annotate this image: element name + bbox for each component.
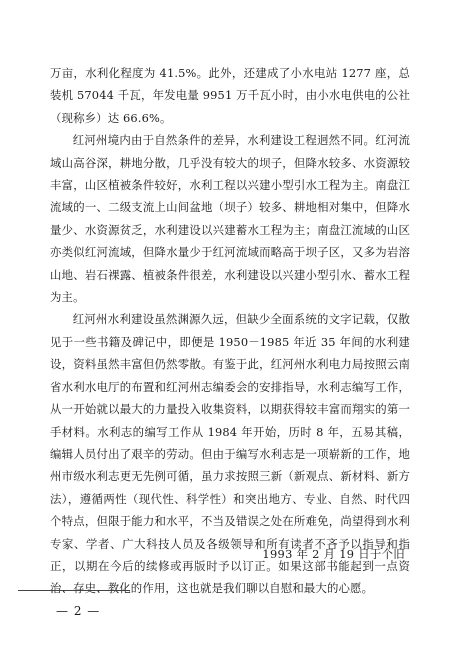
date-signature: 1993 年 2 月 19 日于个旧 — [262, 547, 405, 561]
paragraph-history: 红河州水利建设虽然渊源久远，但缺少全面系统的文字记载，仅散见于一些书籍及碑记中，即便是 1950－1985 年近 35 年间的水利建设，资料虽然丰富但仍然零散。有鉴于此，红河州水利电力局按照云南省水利水电厅的布置和红河州志编委会的安排指导，水利志编写工作，从一开始就以最大的力量投入收集资料，以期获得较丰富而翔实的第一手材料。水利志的编写工作从 1984 年开始，历时 8 年，五易其稿，编辑人员付出了艰辛的劳动。但由于编写水利志是一项崭新的工作，地州市级水利志更无先例可循，虽力求按照三新（新观点、新材料、新方法），遵循两性（现代性、科学性）和突出地方、专业、自然、时代四个特点，但限于能力和水平，不当及错误之处在所难免，尚望得到水利专家、学者、广大科技人员及各级领导和所有读者不吝予以指导和指正，以期在今后的续修或再版时予以订正。如果这部书能起到一点资治、存史、教化的作用，这也就是我们聊以自慰和最大的心愿。 — [50, 312, 410, 596]
paragraph-continuation: 万亩，水利化程度为 41.5%。此外，还建成了小水电站 1277 座，总装机 57044 千瓦，年发电量 9951 万千瓦小时，由小水电供电的公社（现称乡）达 66.6%。 — [50, 66, 410, 125]
paragraph-terrain: 红河州境内由于自然条件的差异，水利建设工程迥然不同。红河流域山高谷深，耕地分散，几乎没有较大的坝子，但降水较多、水资源较丰富，山区植被条件较好，水利工程以兴建小型引水工程为主。南盘江流域的一、二级支流上山间盆地（坝子）较多、耕地相对集中，但降水量少、水资源贫乏，水利建设以兴建蓄水工程为主；南盘江流域的山区亦类似红河流域，但降水量少于红河流域而略高于坝子区，又多为岩溶山地、岩石裸露、植被条件很差，水利建设以兴建小型引水、蓄水工程为主。 — [50, 133, 410, 305]
body-text — [50, 62, 410, 600]
page-number: — 2 — — [56, 604, 101, 618]
footer-divider — [18, 590, 130, 591]
